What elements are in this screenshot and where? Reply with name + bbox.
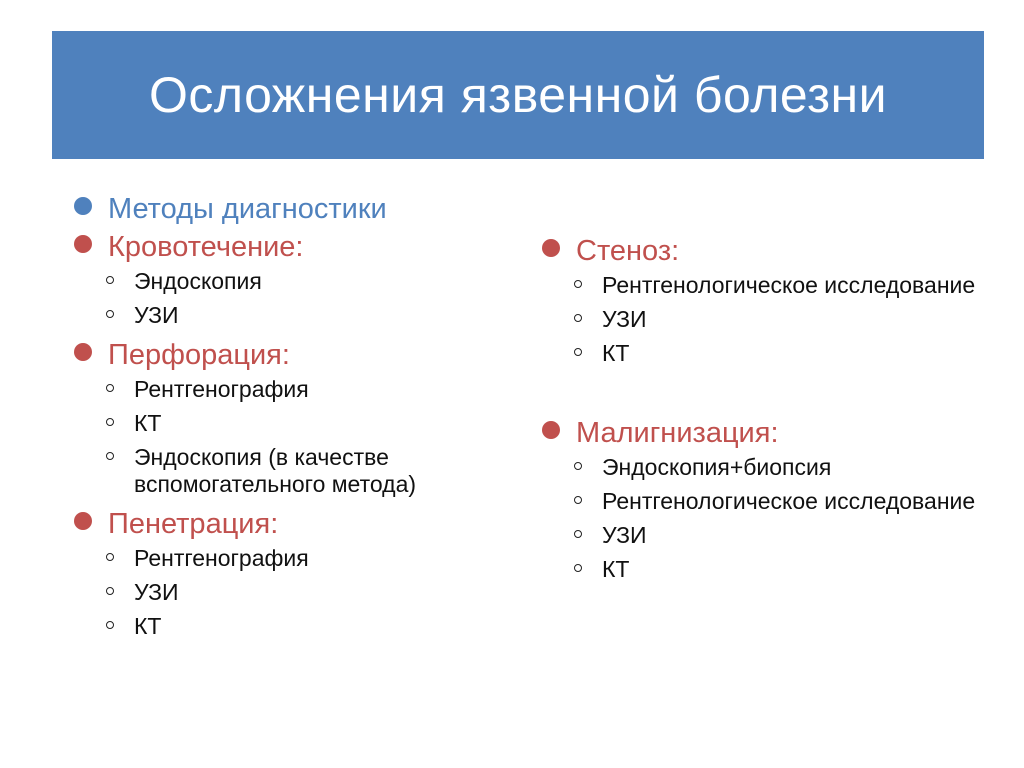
- list-item: УЗИ: [74, 579, 514, 606]
- section-label: Кровотечение:: [108, 230, 304, 263]
- section-label: Малигнизация:: [576, 416, 779, 449]
- section-penetration: [74, 505, 514, 640]
- circle-bullet-icon: [574, 462, 582, 470]
- circle-bullet-icon: [106, 553, 114, 561]
- red-bullet-icon: [542, 421, 560, 439]
- list-item: Рентгенография: [74, 545, 514, 572]
- list-item: Эндоскопия: [74, 268, 514, 295]
- sub-list: [542, 454, 982, 583]
- right-column: [542, 232, 982, 590]
- section-head: [74, 505, 514, 543]
- red-bullet-icon: [74, 512, 92, 530]
- section-label: Перфорация:: [108, 338, 290, 371]
- red-bullet-icon: [74, 343, 92, 361]
- list-item: УЗИ: [542, 306, 982, 333]
- slide-title: Осложнения язвенной болезни: [148, 67, 888, 123]
- list-item: УЗИ: [542, 522, 982, 549]
- red-bullet-icon: [74, 235, 92, 253]
- section-label: Пенетрация:: [108, 507, 279, 540]
- sub-list: [74, 376, 514, 498]
- section-malignization: [542, 414, 982, 583]
- circle-bullet-icon: [574, 496, 582, 504]
- list-item: КТ: [542, 340, 982, 367]
- circle-bullet-icon: [574, 348, 582, 356]
- section-head: [74, 336, 514, 374]
- circle-bullet-icon: [106, 310, 114, 318]
- sub-list: [74, 545, 514, 640]
- left-column: [74, 190, 514, 647]
- section-stenosis: [542, 232, 982, 367]
- section-label: Стеноз:: [576, 234, 680, 267]
- circle-bullet-icon: [574, 564, 582, 572]
- sub-list: [74, 268, 514, 329]
- section-bleeding: [74, 228, 514, 329]
- circle-bullet-icon: [106, 384, 114, 392]
- sub-list: [542, 272, 982, 367]
- circle-bullet-icon: [106, 621, 114, 629]
- list-item: КТ: [542, 556, 982, 583]
- list-item: Рентгенография: [74, 376, 514, 403]
- list-item: УЗИ: [74, 302, 514, 329]
- blue-bullet-icon: [74, 197, 92, 215]
- section-head: [542, 232, 982, 270]
- circle-bullet-icon: [106, 418, 114, 426]
- section-head: [74, 228, 514, 266]
- list-item: Эндоскопия+биопсия: [542, 454, 982, 481]
- circle-bullet-icon: [106, 587, 114, 595]
- section-perforation: [74, 336, 514, 498]
- red-bullet-icon: [542, 239, 560, 257]
- section-methods: [74, 190, 514, 228]
- circle-bullet-icon: [574, 280, 582, 288]
- circle-bullet-icon: [574, 530, 582, 538]
- list-item: КТ: [74, 410, 514, 437]
- section-head: [542, 414, 982, 452]
- section-head: [74, 190, 514, 228]
- spacer: [542, 374, 982, 414]
- section-label: Методы диагностики: [108, 192, 387, 225]
- circle-bullet-icon: [574, 314, 582, 322]
- list-item: Рентгенологическое исследование: [542, 272, 982, 299]
- slide-title-bar: [52, 31, 984, 159]
- circle-bullet-icon: [106, 276, 114, 284]
- list-item: Эндоскопия (в качестве вспомогательного метода): [74, 444, 514, 498]
- list-item: КТ: [74, 613, 514, 640]
- list-item: Рентгенологическое исследование: [542, 488, 982, 515]
- circle-bullet-icon: [106, 452, 114, 460]
